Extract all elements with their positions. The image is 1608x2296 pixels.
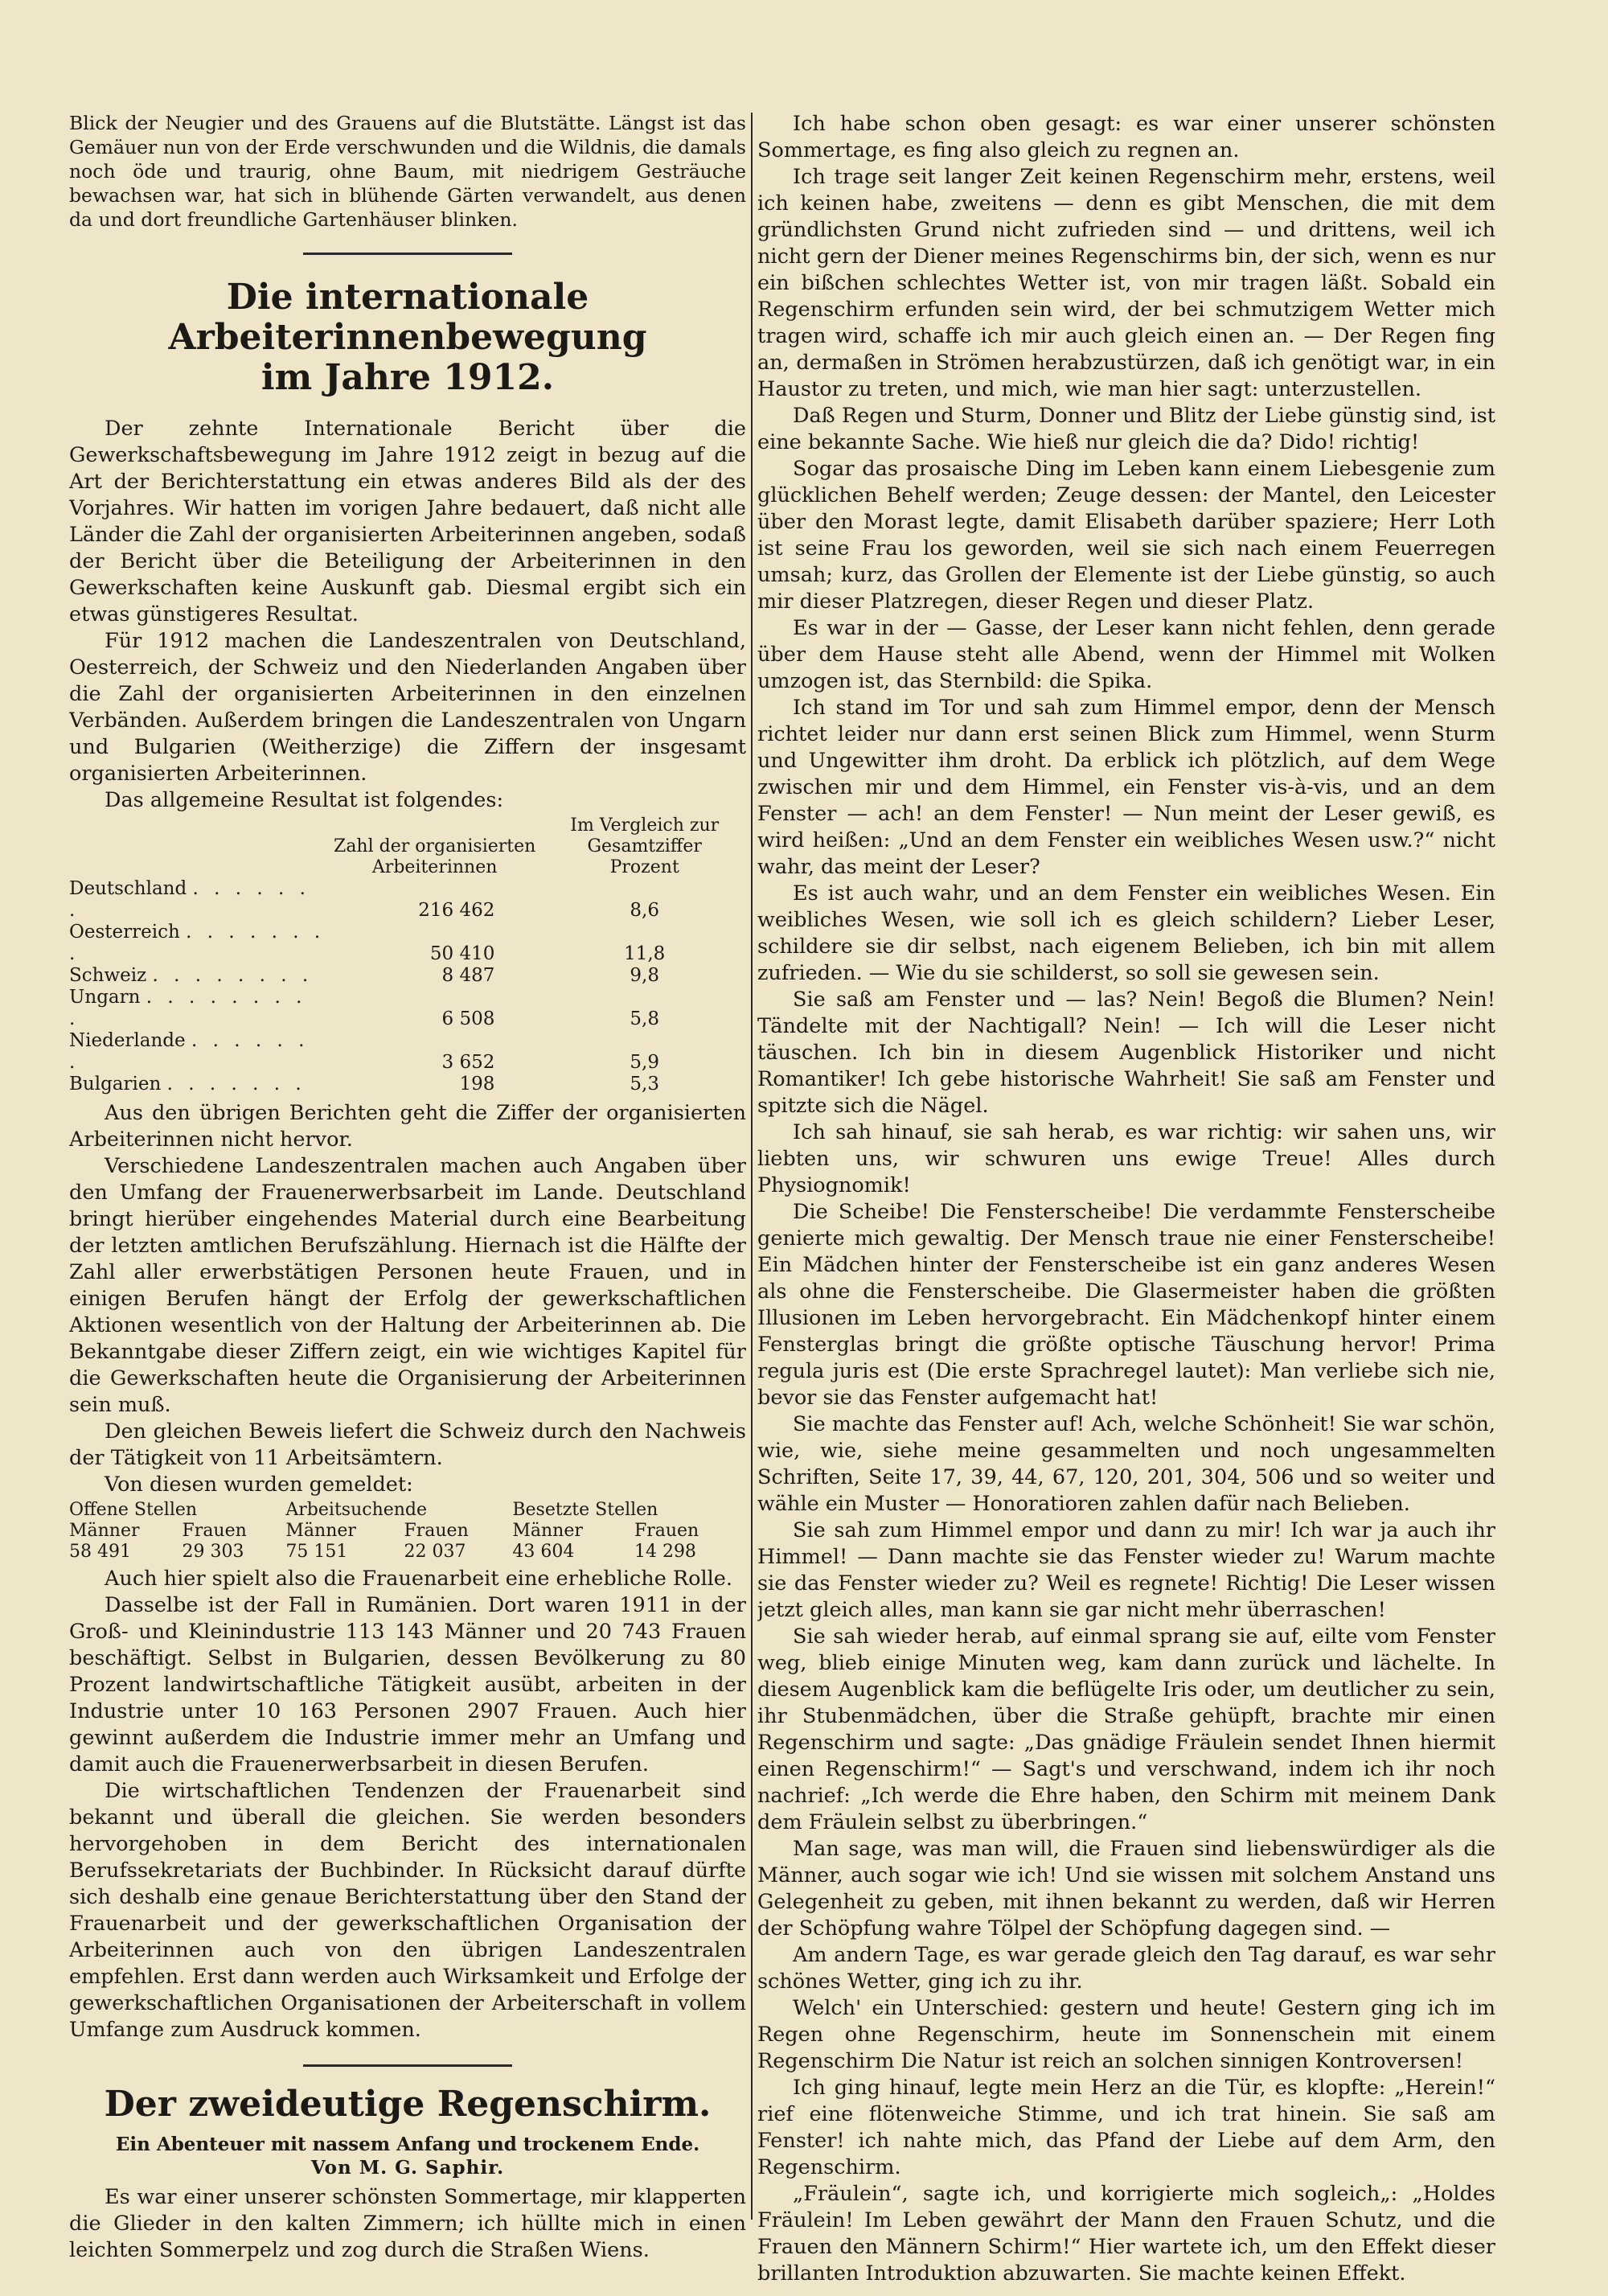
country-cell: [69, 1074, 326, 1095]
paragraph: Der zehnte Internationale Bericht über die Gewerkschaftsbewegung im Jahre 1912 zeigt in bezug auf die Art der Berichterstattung ein etwas anderes Bild als der des Vorjahres. Wir hatten im vorigen Jahre bedauert, daß nicht alle Länder die Zahl der organisierten Arbeiterinnen angeben, sodaß der Bericht über die Beteiligung der Arbeiterinnen in den Gewerkschaften keine Auskunft gab. Diesmal ergibt sich ein etwas günstigeres Resultat.: [69, 417, 746, 626]
title-line-2: im Jahre 1912.: [260, 357, 555, 398]
percent-cell: 5,9: [630, 1052, 659, 1073]
leader-dots: . . . . . . .: [69, 878, 310, 921]
labor-office-table: [69, 1500, 746, 1563]
right-column: [757, 111, 1495, 2287]
section-divider: [303, 2064, 512, 2067]
table-header-percent: [543, 815, 746, 878]
country-cell: [69, 1030, 326, 1074]
header-text: Gesamtziffer: [587, 836, 702, 856]
value-cell: 75 151: [285, 1542, 348, 1562]
paragraph: Ich ging hinauf, legte mein Herz an die Tür, es klopfte: „Herein!“ rief eine flötenweiche Stimme, und ich trat hinein. Sie saß am Fenster! ich nahte mich, das Pfand der Liebe auf dem Arm, den Regenschirm.: [757, 2076, 1495, 2179]
article-subtitle: Ein Abenteuer mit nassem Anfang und trockenem Ende.: [115, 2134, 700, 2155]
intro-paragraph: Blick der Neugier und des Grauens auf die Blutstätte. Längst ist das Gemäuer nun von der Erde verschwunden und die Wildnis, die damals noch öde und traurig, ohne Baum, mit niedrigem Gesträuche bewachsen war, hat sich in blühende Gärten verwandelt, aus denen da und dort freundliche Gartenhäuser blinken.: [69, 112, 746, 231]
paragraph: Auch hier spielt also die Frauenarbeit eine erhebliche Rolle.: [105, 1567, 732, 1591]
country-name: Niederlande: [69, 1030, 186, 1051]
paragraph: Verschiedene Landeszentralen machen auch Angaben über den Umfang der Frauenerwerbsarbeit im Lande. Deutschland bringt hierüber eingehendes Material durch eine Bearbeitung der letzten amtlichen Berufszählung. Hiernach ist die Hälfte der Zahl aller erwerbstätigen Personen heute Frauen, und in einigen Berufen hängt der Erfolg der gewerkschaftlichen Aktionen wesentlich von der Haltung der Arbeiterinnen ab. Die Bekanntgabe dieser Ziffern zeigt, ein wie wichtiges Kapitel für die Gewerkschaften heute die Organisierung der Arbeiterinnen sein muß.: [69, 1154, 746, 1417]
leader-dots: . . . . . . .: [166, 1074, 306, 1095]
paragraph: Für 1912 machen die Landeszentralen von Deutschland, Oesterreich, der Schweiz und den Niederlanden Angaben über die Zahl der organisierten Arbeiterinnen in den einzelnen Verbänden. Außerdem bringen die Landeszentralen von Ungarn und Bulgarien (Weitherzige) die Ziffern der insgesamt organisierten Arbeiterinnen.: [69, 629, 746, 786]
value-cell: 43 604: [512, 1542, 575, 1562]
leader-dots: . . . . . . .: [69, 1030, 310, 1073]
table-row: [69, 987, 746, 1030]
country-cell: [69, 987, 326, 1030]
header-text: Zahl der organisierten: [334, 836, 536, 856]
left-column: [69, 111, 746, 2264]
table-row: [69, 1030, 746, 1074]
header-text: Arbeiterinnen: [371, 857, 498, 877]
country-name: Deutschland: [69, 878, 187, 899]
sub-header: Männer: [69, 1521, 140, 1541]
paragraph: Sie sah wieder herab, auf einmal sprang sie auf, eilte vom Fenster weg, blieb einige Minuten weg, kam dann zurück und lächelte. In diesem Augenblick kam die beflügelte Iris oder, um deutlicher zu sein, ihr Stubenmädchen, über die Straße gehüpft, brachte mir einen Regenschirm und sagte: „Das gnädige Fräulein sendet Ihnen hiermit einen Regenschirm!“ — Sagt's und verschwand, indem ich ihr noch nachrief: „Ich werde die Ehre haben, den Schirm mit meinem Dank dem Fräulein selbst zu überbringen.“: [757, 1624, 1495, 1834]
table-row: [69, 922, 746, 965]
country-name: Bulgarien: [69, 1074, 162, 1095]
table-header-count: [326, 815, 543, 878]
country-cell: [69, 878, 326, 922]
paragraph: Dasselbe ist der Fall in Rumänien. Dort waren 1911 in der Groß- und Kleinindustrie 113 143 Männer und 20 743 Frauen beschäftigt. Selbst in Bulgarien, dessen Bevölkerung zu 80 Prozent landwirtschaftliche Tätigkeit ausübt, arbeiten in der Industrie unter 10 163 Personen 2907 Frauen. Auch hier gewinnt außerdem die Industrie immer mehr an Umfang und damit auch die Frauenerwerbsarbeit in diesen Berufen.: [69, 1593, 746, 1776]
count-cell: 198: [459, 1074, 495, 1095]
country-name: Ungarn: [69, 987, 141, 1008]
header-text: Prozent: [609, 857, 679, 877]
group-header: Besetzte Stellen: [512, 1500, 658, 1520]
count-cell: 6 508: [441, 1008, 495, 1029]
paragraph: Von diesen wurden gemeldet:: [105, 1472, 413, 1497]
country-name: Schweiz: [69, 965, 147, 986]
paragraph: Es war einer unserer schönsten Sommertage, mir klapperten die Glieder in den kalten Zimmern; ich hüllte mich in einen leichten Sommerpelz und zog durch die Straßen Wiens.: [69, 2185, 746, 2262]
paragraph: Sogar das prosaische Ding im Leben kann einem Liebesgenie zum glücklichen Behelf werden; Zeuge dessen: der Mantel, den Leicester über den Morast legte, damit Elisabeth darüber spaziere; Herr Loth ist seine Frau los geworden, weil sie sich nach einem Feuerregen umsah; kurz, das Grollen der Elemente ist der Liebe günstig, so auch mir dieser Platzregen, dieser Regen und dieser Platz.: [757, 457, 1495, 614]
count-cell: 3 652: [441, 1052, 495, 1073]
value-cell: 29 303: [182, 1542, 244, 1562]
group-header: Offene Stellen: [69, 1500, 198, 1520]
paragraph: Ich stand im Tor und sah zum Himmel empor, denn der Mensch richtet leider nur dann erst seinen Blick zum Himmel, wenn Sturm und Ungewitter ihm droht. Da erblick ich plötzlich, auf dem Wege zwischen mir und dem Himmel, ein Fenster vis-à-vis, und an dem Fenster — ach! an dem Fenster! — Nun meint der Leser gewiß, es wird heißen: „Und an dem Fenster ein weibliches Wesen usw.?“ nicht wahr, das meint der Leser?: [757, 696, 1495, 879]
paragraph: Die Scheibe! Die Fensterscheibe! Die verdammte Fensterscheibe genierte mich gewaltig. Der Mensch traue nie einer Fensterscheibe! Ein Mädchen hinter der Fensterscheibe ist ein ganz anderes Wesen als ohne die Fensterscheibe. Die Glasermeister haben die größten Illusionen im Leben hervorgebracht. Ein Mädchenkopf hinter einem Fensterglas bringt die größte optische Täuschung hervor! Prima regula juris est (Die erste Sprachregel lautet): Man verliebe sich nie, bevor sie das Fenster aufgemacht hat!: [757, 1200, 1495, 1410]
paragraph: Sie sah zum Himmel empor und dann zu mir! Ich war ja auch ihr Himmel! — Dann machte sie das Fenster wieder zu! Warum machte sie das Fenster wieder zu? Weil es regnete! Richtig! Die Leser wissen jetzt gleich alles, man kann sie gar nicht mehr überraschen!: [757, 1518, 1495, 1622]
table-row: [69, 878, 746, 922]
paragraph: Ich sah hinauf, sie sah herab, es war richtig: wir sahen uns, wir liebten uns, wir schwuren uns ewige Treue! Alles durch Physiognomik!: [757, 1120, 1495, 1197]
country-name: Oesterreich: [69, 922, 180, 943]
paragraph: Am andern Tage, es war gerade gleich den Tag darauf, es war sehr schönes Wetter, ging ich zu ihr.: [757, 1943, 1495, 1994]
table-row: [69, 965, 746, 987]
paragraph: Aus den übrigen Berichten geht die Ziffer der organisierten Arbeiterinnen nicht hervor.: [69, 1101, 746, 1152]
paragraph: Die wirtschaftlichen Tendenzen der Frauenarbeit sind bekannt und überall die gleichen. Sie werden besonders hervorgehoben in dem Bericht des internationalen Berufssekretariats der Buchbinder. In Rücksicht darauf dürfte sich deshalb eine genaue Berichterstattung über den Stand der Frauenarbeit und der gewerkschaftlichen Organisation der Arbeiterinnen auch von den übrigen Landeszentralen empfehlen. Erst dann werden auch Wirksamkeit und Erfolge der gewerkschaftlichen Organisationen der Arbeiterschaft in vollem Umfange zum Ausdruck kommen.: [69, 1779, 746, 2042]
percent-cell: 11,8: [624, 943, 666, 964]
paragraph: Das allgemeine Resultat ist folgendes:: [105, 788, 504, 812]
paragraph: Man sage, was man will, die Frauen sind liebenswürdiger als die Männer, auch sogar wie ich! Und sie wissen mit solchem Anstand uns Gelegenheit zu geben, mit ihnen bekannt zu werden, daß wir Herren der Schöpfung wahre Tölpel der Schöpfung dagegen sind. —: [757, 1837, 1495, 1941]
header-text: Im Vergleich zur: [570, 815, 720, 836]
percent-cell: 8,6: [630, 900, 659, 921]
article-byline: Von M. G. Saphir.: [310, 2157, 505, 2179]
paragraph: Es ist auch wahr, und an dem Fenster ein weibliches Wesen. Ein weibliches Wesen, wie soll ich es gleich schildern? Lieber Leser, schildere sie dir selbst, nach eigenem Belieben, ich bin mit allem zufrieden. — Wie du sie schilderst, so soll sie gewesen sein.: [757, 881, 1495, 985]
country-cell: [69, 965, 326, 987]
article-title-arbeiterinnen: [69, 277, 746, 398]
paragraph: Daß Regen und Sturm, Donner und Blitz der Liebe günstig sind, ist eine bekannte Sache. Wie hieß nur gleich die da? Dido! richtig!: [757, 404, 1495, 454]
sub-header: Männer: [285, 1521, 356, 1541]
paragraph: Ich trage seit langer Zeit keinen Regenschirm mehr, erstens, weil ich keinen habe, zweitens — denn es gibt Menschen, die mit dem gründlichsten Grund nicht zufrieden sind — und drittens, weil ich nicht gern der Diener meines Regenschirms bin, der sich, wenn es nur ein bißchen schlechtes Wetter ist, von mir tragen läßt. Sobald ein Regenschirm erfunden sein wird, der bei schmutzigem Wetter mich tragen wird, schaffe ich mir auch gleich einen an. — Der Regen fing an, dermaßen in Strömen herabzustürzen, daß ich genötigt war, in ein Haustor zu treten, und mich, wie man hier sagt: unterzustellen.: [757, 165, 1495, 401]
paragraph: Sie machte das Fenster auf! Ach, welche Schönheit! Sie war schön, wie, wie, siehe meine gesammelten und noch ungesammelten Schriften, Seite 17, 39, 44, 67, 120, 201, 304, 506 und so weiter und wähle ein Muster — Honoratioren zahlen dafür nach Belieben.: [757, 1412, 1495, 1516]
leader-dots: . . . . . . . .: [69, 922, 326, 964]
leader-dots: . . . . . . . .: [152, 965, 314, 986]
paragraph: Den gleichen Beweis liefert die Schweiz durch den Nachweis der Tätigkeit von 11 Arbeitsämtern.: [69, 1419, 746, 1470]
count-cell: 216 462: [418, 900, 495, 921]
paragraph: „Fräulein“, sagte ich, und korrigierte mich sogleich„: „Holdes Fräulein! Im Leben gewährt der Mann den Frauen Schutz, und die Frauen den Männern Schirm!“ Hier wartete ich, um den Effekt dieser brillanten Introduktion abzuwarten. Sie machte keinen Effekt.: [757, 2182, 1495, 2286]
paragraph: Es war in der — Gasse, der Leser kann nicht fehlen, denn gerade über dem Hause steht alle Abend, wenn der Himmel mit Wolken umzogen ist, das Sternbild: die Spika.: [757, 616, 1495, 693]
table-row: [69, 1074, 746, 1095]
paragraph: Welch' ein Unterschied: gestern und heute! Gestern ging ich im Regen ohne Regenschirm, heute im Sonnenschein mit einem Regenschirm Die Natur ist reich an solchen sinnigen Kontroversen!: [757, 1996, 1495, 2073]
paragraph: Ich habe schon oben gesagt: es war einer unserer schönsten Sommertage, es fing also gleich zu regnen an.: [757, 112, 1495, 162]
value-cell: 58 491: [69, 1542, 131, 1562]
percent-cell: 5,8: [630, 1008, 659, 1029]
group-header: Arbeitsuchende: [285, 1500, 428, 1520]
sub-header: Frauen: [182, 1521, 247, 1541]
organized-workers-table: [69, 815, 746, 1095]
value-cell: 22 037: [404, 1542, 466, 1562]
country-cell: [69, 922, 326, 965]
leader-dots: . . . . . . . . .: [69, 987, 307, 1029]
count-cell: 8 487: [441, 965, 495, 986]
percent-cell: 5,3: [630, 1074, 659, 1095]
paragraph: Sie saß am Fenster und — las? Nein! Begoß die Blumen? Nein! Tändelte mit der Nachtigall? Nein! — Ich will die Leser nicht täuschen. Ich bin in diesem Augenblick Historiker und nicht Romantiker! Ich gebe historische Wahrheit! Sie saß am Fenster und spitzte sich die Nägel.: [757, 988, 1495, 1118]
article-title-regenschirm: Der zweideutige Regenschirm.: [104, 2084, 712, 2125]
section-divider: [303, 253, 512, 255]
column-divider: [751, 113, 753, 2220]
percent-cell: 9,8: [630, 965, 659, 986]
sub-header: Männer: [512, 1521, 583, 1541]
sub-header: Frauen: [634, 1521, 699, 1541]
title-line-1: Die internationale Arbeiterinnenbewegung: [168, 277, 647, 358]
count-cell: 50 410: [429, 943, 495, 964]
value-cell: 14 298: [634, 1542, 696, 1562]
sub-header: Frauen: [404, 1521, 469, 1541]
